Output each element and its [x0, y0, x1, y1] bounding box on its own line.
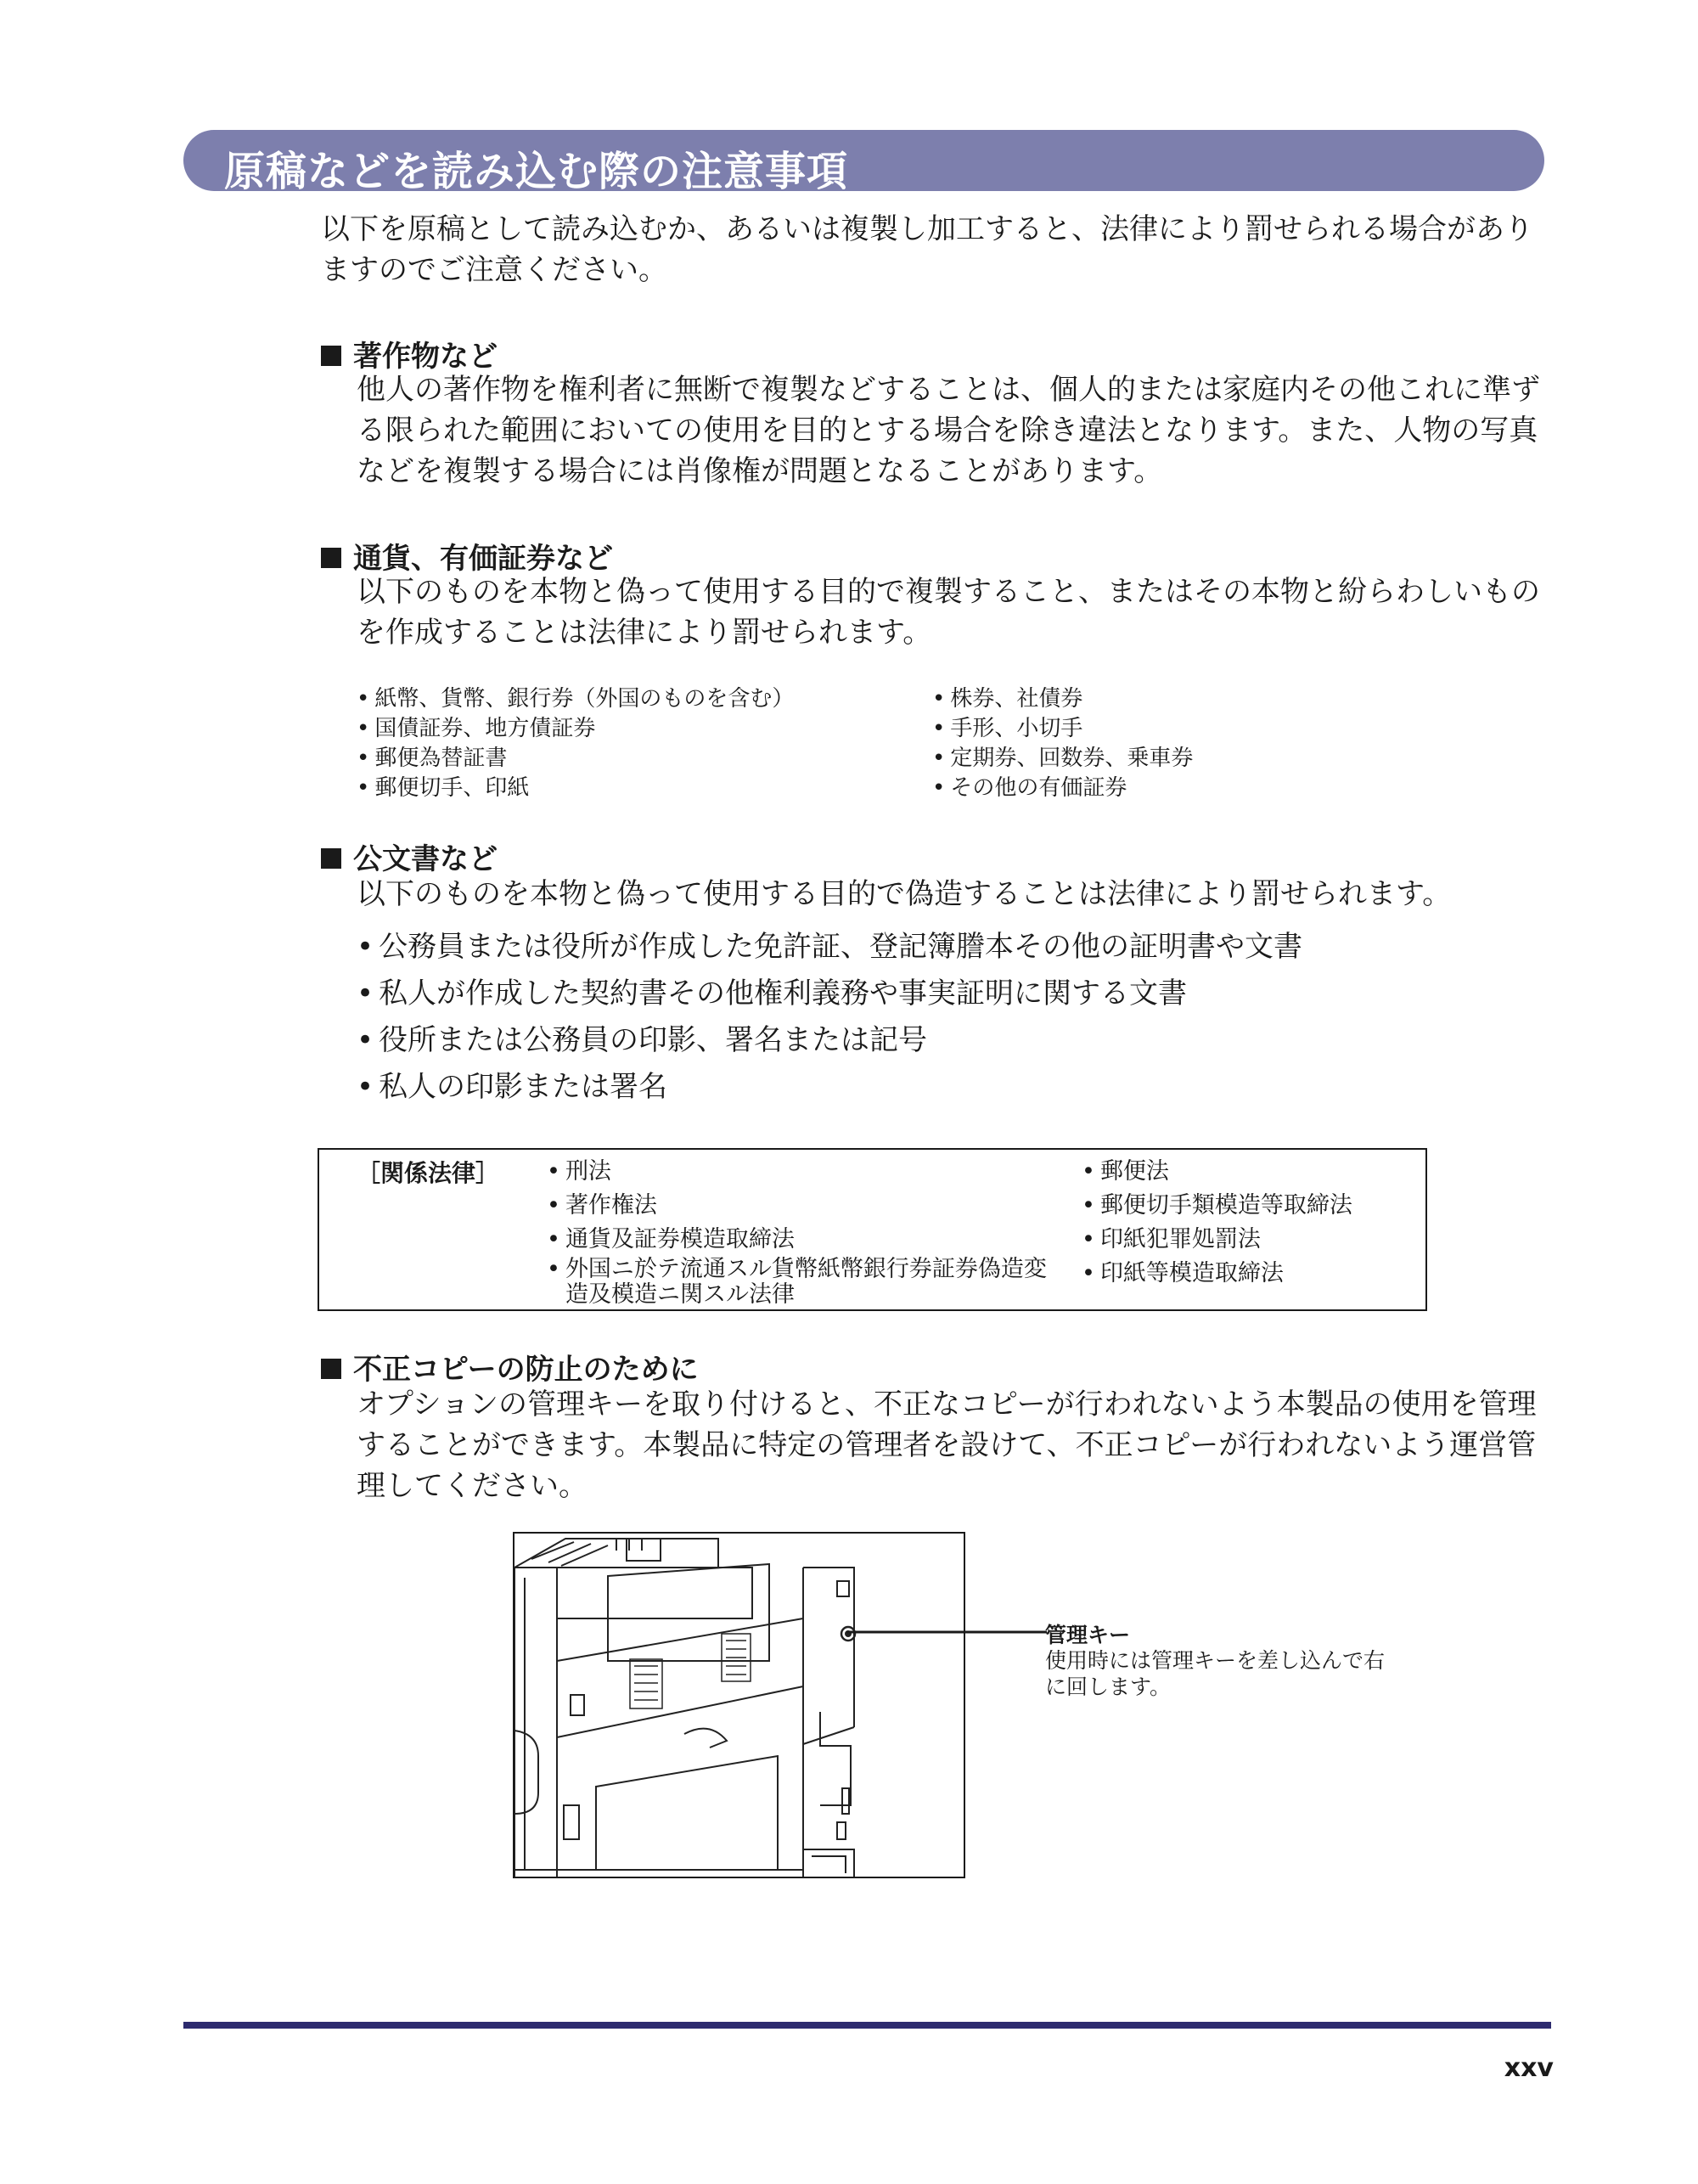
list-item: • 株券、社債券: [932, 684, 1193, 714]
law-item: • 郵便法: [1082, 1155, 1352, 1189]
machine-illustration: [513, 1532, 965, 1878]
section-body-anti-copy: オプションの管理キーを取り付けると、不正なコピーが行われないよう本製品の使用を管理することができます。本製品に特定の管理者を設けて、不正コピーが行われないよう運営管理してください。: [357, 1388, 1537, 1503]
currency-list-left: [357, 684, 794, 803]
section-body-documents: 以下のものを本物と偽って使用する目的で偽造することは法律により罰せられます。: [357, 877, 1452, 911]
laws-list-right: [1082, 1155, 1352, 1291]
law-item: • 郵便切手類模造等取締法: [1082, 1189, 1352, 1223]
laws-list-left: [547, 1155, 1066, 1308]
section-body-copyright: 他人の著作物を権利者に無断で複製などすることは、個人的または家庭内その他これに準ずる限られた範囲においての使用を目的とする場合を除き違法となります。また、人物の写真などを複製する場合には肖像権が問題となることがあります。: [357, 373, 1540, 488]
section-heading-anti-copy: [321, 1346, 699, 1388]
page-title: 原稿などを読み込む際の注意事項: [224, 148, 849, 195]
section-heading-documents: [321, 836, 498, 877]
law-item: • 著作権法: [547, 1189, 1066, 1223]
copier-drawing: [514, 1534, 965, 1878]
section-heading-text: 公文書など: [353, 842, 498, 876]
law-item: • 印紙犯罪処罰法: [1082, 1223, 1352, 1257]
list-item: • 私人が作成した契約書その他権利義務や事実証明に関する文書: [357, 971, 1302, 1017]
section-heading-text: 著作物など: [353, 340, 498, 374]
law-item: • 外国ニ於テ流通スル貨幣紙幣銀行券証券偽造変造及模造ニ関スル法律: [547, 1257, 1066, 1308]
list-item: • 国債証券、地方債証券: [357, 714, 794, 744]
section-heading-text: 通貨、有価証券など: [353, 542, 613, 576]
law-item: • 通貨及証券模造取締法: [547, 1223, 1066, 1257]
square-bullet-icon: [321, 346, 341, 366]
square-bullet-icon: [321, 548, 341, 568]
list-item: • 定期券、回数券、乗車券: [932, 744, 1193, 774]
square-bullet-icon: [321, 848, 341, 869]
callout-text: 使用時には管理キーを差し込んで右に回します。: [1045, 1648, 1386, 1699]
currency-list-right: [932, 684, 1193, 803]
callout-leader-line: [846, 1630, 1047, 1635]
intro-paragraph: 以下を原稿として読み込むか、あるいは複製し加工すると、法律により罰せられる場合がありますのでご注意ください。: [321, 212, 1533, 287]
list-item: • 郵便為替証書: [357, 744, 794, 774]
section-heading-currency: [321, 535, 613, 577]
page-number: xxv: [1504, 2053, 1554, 2083]
list-item: • その他の有価証券: [932, 774, 1193, 803]
footer-rule: [183, 2022, 1551, 2029]
list-item: • 私人の印影または署名: [357, 1064, 1302, 1111]
related-laws-box: [318, 1148, 1427, 1311]
list-item: • 紙幣、貨幣、銀行券（外国のものを含む）: [357, 684, 794, 714]
callout-title: 管理キー: [1045, 1623, 1131, 1647]
documents-list: [357, 924, 1302, 1111]
section-heading-copyright: [321, 333, 498, 374]
section-title-bar: [183, 130, 1544, 195]
list-item: • 郵便切手、印紙: [357, 774, 794, 803]
list-item: • 公務員または役所が作成した免許証、登記簿謄本その他の証明書や文書: [357, 924, 1302, 971]
section-body-currency: 以下のものを本物と偽って使用する目的で複製すること、またはその本物と紛らわしいものを作成することは法律により罰せられます。: [357, 575, 1540, 650]
list-item: • 手形、小切手: [932, 714, 1193, 744]
square-bullet-icon: [321, 1359, 341, 1379]
section-heading-text: 不正コピーの防止のために: [353, 1353, 699, 1387]
related-laws-label: ［関係法律］: [357, 1159, 500, 1187]
law-item: • 刑法: [547, 1155, 1066, 1189]
law-item: • 印紙等模造取締法: [1082, 1257, 1352, 1291]
list-item: • 役所または公務員の印影、署名または記号: [357, 1017, 1302, 1064]
